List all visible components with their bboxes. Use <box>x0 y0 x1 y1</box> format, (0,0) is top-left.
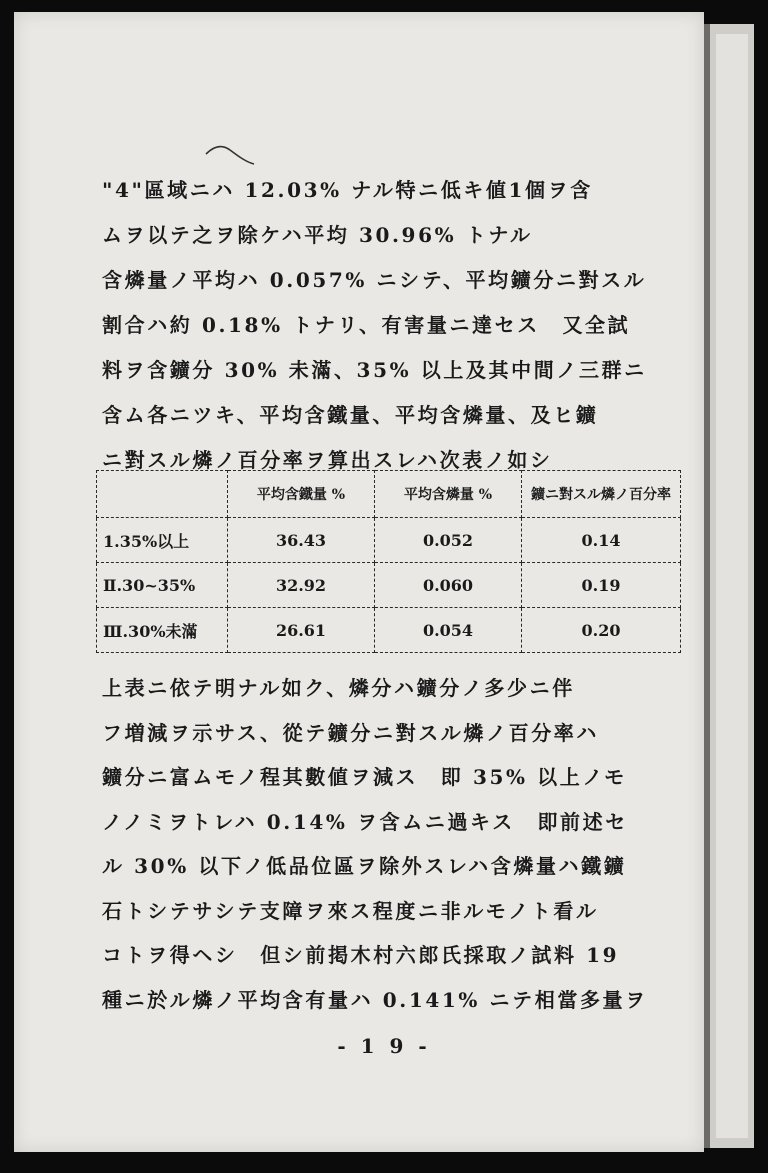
page-number: - 1 9 - <box>337 1034 431 1058</box>
paragraph-2-line: ル 30% 以下ノ低品位區ヲ除外スレハ含燐量ハ鐵鑛 <box>102 854 627 878</box>
paragraph-2-line: フ増減ヲ示サス、從テ鑛分ニ對スル燐ノ百分率ハ <box>102 720 599 745</box>
paragraph-2-line: 種ニ於ル燐ノ平均含有量ハ 0.141% ニテ相當多量ヲ <box>102 987 648 1012</box>
paragraph-1-line: 割合ハ約 0.18% トナリ、有害量ニ達セス 又全試 <box>102 313 631 337</box>
paragraph-1 <box>102 168 688 483</box>
table-cell: 1.35%以上 <box>97 518 228 563</box>
table-header-cell <box>97 471 228 518</box>
paragraph-1-line: "4"區域ニハ 12.03% ナル特ニ低キ値1個ヲ含 <box>102 178 593 202</box>
table-row <box>97 518 681 563</box>
adjacent-page-surface <box>716 34 748 1138</box>
paragraph-2-line: ノノミヲトレハ 0.14% ヲ含ムニ過キス 即前述セ <box>102 809 628 834</box>
table-header-cell: 平均含燐量 % <box>375 471 522 518</box>
paragraph-2-line: 鑛分ニ富ムモノ程其數値ヲ減ス 即 35% 以上ノモ <box>102 765 627 789</box>
table-cell: 0.20 <box>522 608 681 653</box>
paragraph-2-line: コトヲ得ヘシ 但シ前掲木村六郎氏採取ノ試料 19 <box>102 943 620 967</box>
paragraph-2 <box>102 666 688 1022</box>
table-header-row <box>97 471 681 518</box>
table-cell: 32.92 <box>228 563 375 608</box>
table-cell: 36.43 <box>228 518 375 563</box>
table-cell: 0.052 <box>375 518 522 563</box>
paragraph-1-line: 含ム各ニツキ、平均含鐵量、平均含燐量、及ヒ鑛 <box>102 403 599 427</box>
table-cell: 0.19 <box>522 563 681 608</box>
paragraph-1-line: 含燐量ノ平均ハ 0.057% ニシテ、平均鑛分ニ對スル <box>102 268 647 292</box>
paragraph-1-line: 料ヲ含鑛分 30% 未滿、35% 以上及其中間ノ三群ニ <box>102 358 647 382</box>
paragraph-1-line: ニ對スル燐ノ百分率ヲ算出スレハ次表ノ如シ <box>102 448 553 472</box>
table-header-cell: 平均含鐵量 % <box>228 471 375 518</box>
table-header-cell: 鑛ニ對スル燐ノ百分率 <box>522 471 681 518</box>
adjacent-page-edge <box>704 24 754 1148</box>
paragraph-1-line: ムヲ以テ之ヲ除ケハ平均 30.96% トナル <box>102 223 533 247</box>
table-cell: 26.61 <box>228 608 375 653</box>
paragraph-2-line: 石トシテサシテ支障ヲ來ス程度ニ非ルモノト看ル <box>102 898 599 923</box>
iron-phosphorus-table <box>96 470 681 653</box>
table-cell: 0.14 <box>522 518 681 563</box>
table-cell: Ⅱ.30~35% <box>97 563 228 608</box>
table-row <box>97 563 681 608</box>
table-row <box>97 608 681 653</box>
paragraph-2-line: 上表ニ依テ明ナル如ク、燐分ハ鑛分ノ多少ニ伴 <box>102 676 575 700</box>
table-cell: 0.060 <box>375 563 522 608</box>
table-cell: 0.054 <box>375 608 522 653</box>
table-cell: Ⅲ.30%未滿 <box>97 608 228 653</box>
